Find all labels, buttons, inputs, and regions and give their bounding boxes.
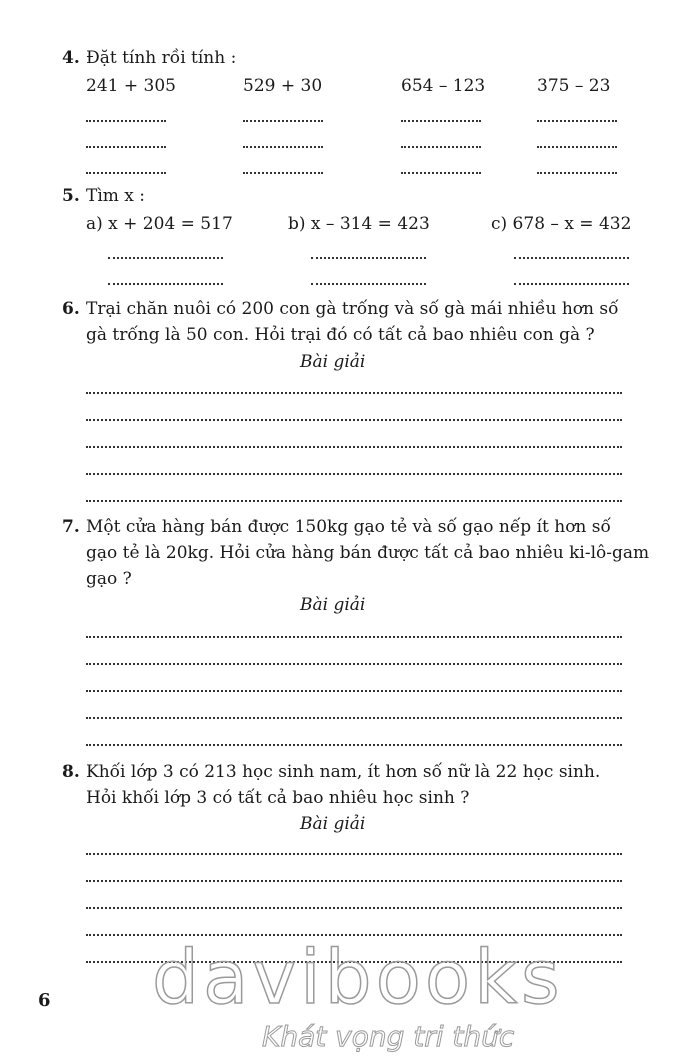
answer-line[interactable] [514, 283, 629, 285]
exercise-4-item-2: 529 + 30 [243, 76, 323, 96]
watermark-brand: davibooks [152, 935, 564, 1021]
exercise-7-number: 7. [62, 517, 80, 537]
exercise-8-number: 8. [62, 762, 80, 782]
exercise-7-text-line-3: gạo ? [86, 569, 132, 589]
answer-line[interactable] [86, 880, 622, 882]
exercise-8-solution-heading: Bài giải [300, 814, 366, 834]
answer-line[interactable] [86, 690, 622, 692]
answer-line[interactable] [86, 907, 622, 909]
exercise-4-item-3: 654 – 123 [401, 76, 486, 96]
answer-line[interactable] [86, 473, 622, 475]
answer-line[interactable] [86, 853, 622, 855]
exercise-4-item-1: 241 + 305 [86, 76, 176, 96]
exercise-5-item-c: c) 678 – x = 432 [491, 214, 632, 234]
exercise-6-number: 6. [62, 299, 80, 319]
answer-line[interactable] [108, 257, 223, 259]
answer-line[interactable] [401, 146, 481, 148]
exercise-7-text-line-1: Một cửa hàng bán được 150kg gạo tẻ và số gạo nếp ít hơn số [86, 517, 611, 537]
answer-line[interactable] [86, 419, 622, 421]
answer-line[interactable] [86, 120, 166, 122]
answer-line[interactable] [86, 392, 622, 394]
watermark-slogan: Khát vọng tri thức [262, 1020, 515, 1053]
answer-line[interactable] [311, 257, 426, 259]
exercise-4-title: Đặt tính rồi tính : [86, 48, 237, 68]
answer-line[interactable] [86, 446, 622, 448]
exercise-4-item-4: 375 – 23 [537, 76, 611, 96]
answer-line[interactable] [537, 120, 617, 122]
exercise-7-solution-heading: Bài giải [300, 595, 366, 615]
exercise-5-item-b: b) x – 314 = 423 [288, 214, 430, 234]
answer-line[interactable] [243, 172, 323, 174]
exercise-6-text-line-1: Trại chăn nuôi có 200 con gà trống và số gà mái nhiều hơn số [86, 299, 619, 319]
answer-line[interactable] [537, 146, 617, 148]
answer-line[interactable] [537, 172, 617, 174]
answer-line[interactable] [86, 744, 622, 746]
answer-line[interactable] [514, 257, 629, 259]
answer-line[interactable] [108, 283, 223, 285]
answer-line[interactable] [86, 146, 166, 148]
answer-line[interactable] [86, 717, 622, 719]
answer-line[interactable] [86, 172, 166, 174]
exercise-6-text-line-2: gà trống là 50 con. Hỏi trại đó có tất cả bao nhiêu con gà ? [86, 325, 595, 345]
page-number: 6 [38, 990, 51, 1011]
answer-line[interactable] [401, 172, 481, 174]
exercise-7-text-line-2: gạo tẻ là 20kg. Hỏi cửa hàng bán được tất cả bao nhiêu ki-lô-gam [86, 543, 650, 563]
answer-line[interactable] [86, 636, 622, 638]
exercise-8-text-line-2: Hỏi khối lớp 3 có tất cả bao nhiêu học sinh ? [86, 788, 470, 808]
exercise-5-number: 5. [62, 186, 80, 206]
exercise-4-number: 4. [62, 48, 80, 68]
exercise-5-item-a: a) x + 204 = 517 [86, 214, 233, 234]
answer-line[interactable] [86, 500, 622, 502]
answer-line[interactable] [86, 663, 622, 665]
exercise-6-solution-heading: Bài giải [300, 352, 366, 372]
exercise-8-text-line-1: Khối lớp 3 có 213 học sinh nam, ít hơn số nữ là 22 học sinh. [86, 762, 601, 782]
answer-line[interactable] [401, 120, 481, 122]
answer-line[interactable] [243, 120, 323, 122]
answer-line[interactable] [311, 283, 426, 285]
exercise-5-title: Tìm x : [86, 186, 146, 206]
answer-line[interactable] [243, 146, 323, 148]
